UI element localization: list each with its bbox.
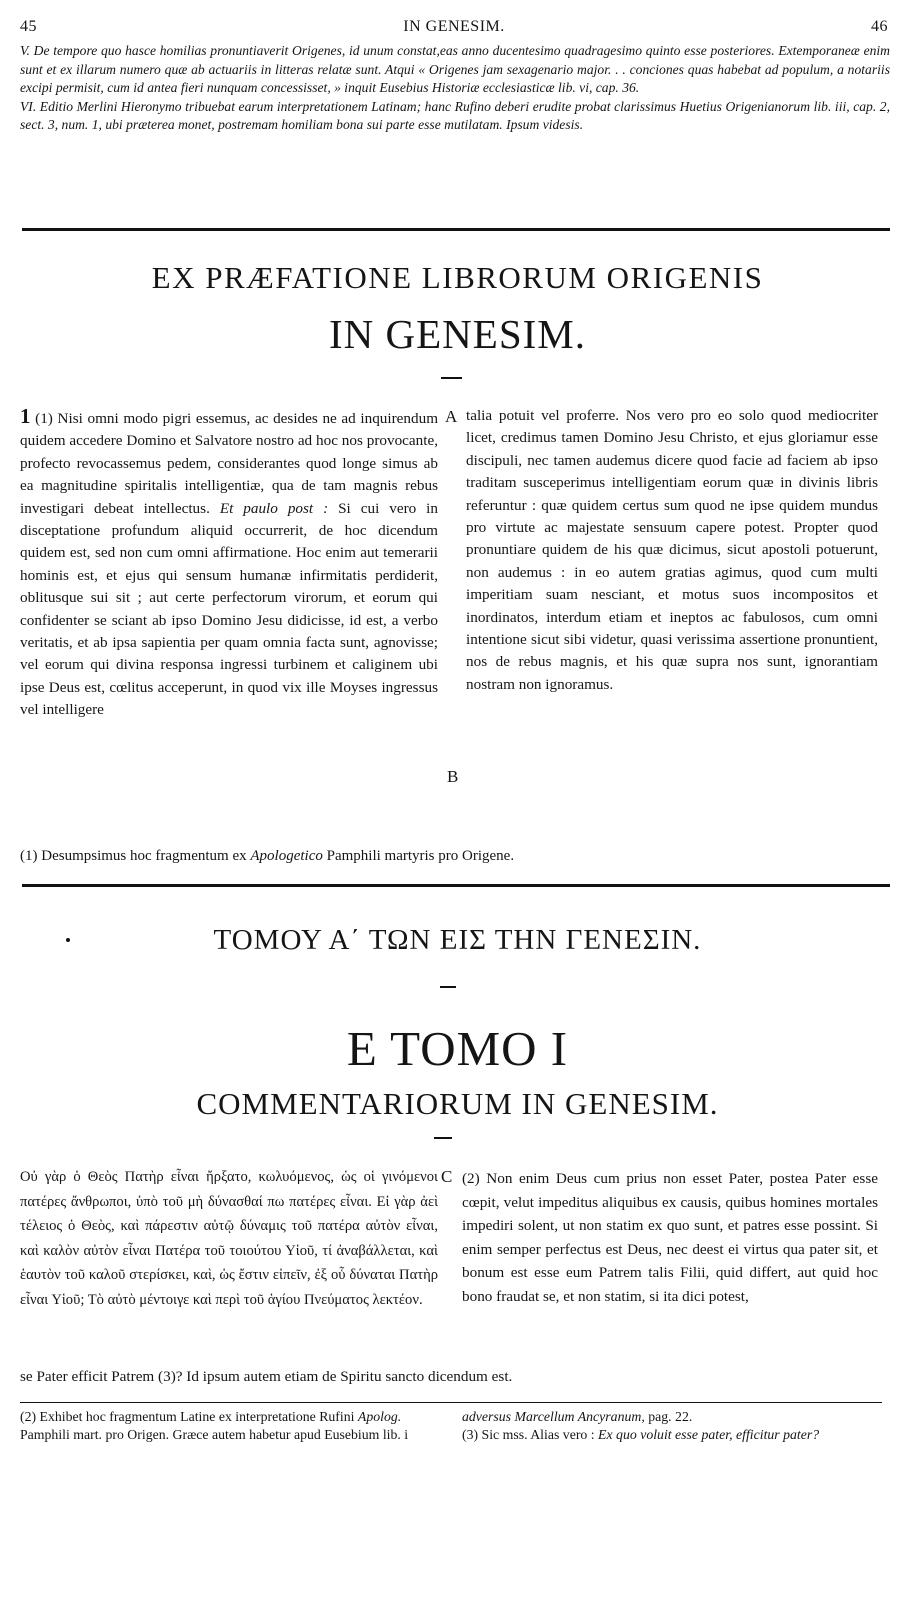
footnote-3: (3) Sic mss. Alias vero : Ex quo voluit esse pater, efficitur pater? [462,1427,820,1442]
note-v: V. De tempore quo hasce homilias pronuntiaverit Origenes, id unum constat,eas anno ducentesimo quadragesimo quinto esse posteriores. Extemporaneæ enim sunt et ex illarum numero quæ ab actuariis in litteras relatæ sunt. Atqui « Origenes jam sexagenario major. . . conciones quas habebat ad populum, a notariis excipi permisit, cum id antea fieri nunquam concessisset, » inquit Eusebius Historiæ ecclesiasticæ lib. vi, cap. 36. [20,43,890,96]
title-dash [440,986,456,988]
section-divider [22,228,890,231]
et-paulo-post: Et paulo post : [219,499,329,517]
page-number-left: 45 [20,18,37,35]
footnote-2-continued: adversus Marcellum Ancyranum, pag. 22. [462,1409,693,1424]
running-header [20,18,888,40]
margin-letter-b: B [447,767,459,786]
section-number: 1 [20,404,31,428]
section-divider [22,884,890,887]
preface-left-column [20,405,438,722]
greek-column [20,1165,438,1313]
margin-letter-a: A [445,407,458,426]
preface-text: (1) Nisi omni modo pigri essemus, ac desides ne ad inquirendum quidem accedere Domino et Salvatore nostro ad hoc nos provocante, profecto revocassemus pedem, considerantes quod longe simus ab ea magnitudine spiritalis intelligentiæ, qua de tam magnis rebus investigari debeat intellectus. [20,410,439,517]
greek-title: ΤΟΜΟΥ Α΄ ΤΩΝ ΕΙΣ ΤΗΝ ΓΕΝΕΣΙΝ. [213,924,702,956]
title-dash [434,1137,452,1139]
preface-right-column [466,405,878,696]
preceding-notes [20,42,890,135]
section-subtitle: IN GENESIM. [329,311,586,357]
latin-text: (2) Non enim Deus cum prius non esset Pater, postea Pater esse cœpit, velut impeditus aliquibus ex causis, quibus homines mortales impediri solent, ut non statim ex quo sunt, et patres esse possint. Si enim semper perfectus est Deus, nec deest ei virtus qua pater sit, et bonum est esse eum Patrem talis Filii, quid differt, aut quid hoc bono fraudat se, et non statim, si ita dici potest, [462,1170,878,1305]
footnote-1: (1) Desumpsimus hoc fragmentum ex Apologetico Pamphili martyris pro Origene. [20,848,515,864]
latin-subtitle: COMMENTARIORUM IN GENESIM. [196,1086,719,1121]
title-dash [441,377,462,379]
preface-right-text: talia potuit vel proferre. Nos vero pro eo solo quod mediocriter licet, credimus tamen Domino Jesu Christo, et ejus gloriamur esse discipuli, nec tamen audemus dicere quod facie ad faciem ab ipso traditam susceperimus intelligentiam eorum quæ in divinis libris referuntur : quæ quidem certus sum quod ne ipse quidem mundus pro virtute ac majestate sensuum capere potest. Propter quod pronuntiare quidem de his quæ dicimus, sicut apostoli potuerunt, non audemus : in eo autem gratias agimus, quod cum multi imperitiam suam nesciant, et motus suos incompositos et inordinatos, interdum etiam et ineptos ac fabulosos, cum omni intentione sicut sibi videtur, quasi verissima assertione pronuntient, nos de rebus magnis, et his quæ supra nos sunt, ignorantiam nostram non ignoramus. [466,407,878,693]
section-title: EX PRÆFATIONE LIBRORUM ORIGENIS [151,260,764,295]
footnote-2: (2) Exhibet hoc fragmentum Latine ex interpretatione Rufini Apolog. Pamphili mart. pro Origen. Græce autem habetur apud Eusebium lib. i [20,1409,409,1442]
latin-continuation: se Pater efficit Patrem (3)? Id ipsum autem etiam de Spiritu sancto dicendum est. [20,1368,513,1385]
greek-text: Οὐ γὰρ ὁ Θεὸς Πατὴρ εἶναι ἤρξατο, κωλυόμενος, ὡς οἱ γινόμενοι πατέρες ἄνθρωποι, ὑπὸ τοῦ μὴ δύνασθαί πω πατέρες εἶναι. Εἰ γὰρ ἀεὶ τέλειος ὁ Θεὸς, καὶ πάρεστιν αὐτῷ δύναμις τοῦ πατέρα αὐτὸν εἶναι, καὶ καλὸν αὐτὸν εἶναι Πατέρα τοῦ τοιούτου Υἱοῦ, τί ἀναβάλλεται, καὶ ἑαυτὸν τοῦ καλοῦ στερίσκει, καὶ, ὡς ἔστιν εἰπεῖν, ἐξ οὗ δύναται Πατὴρ εἶναι Υἱοῦ; Τὸ αὐτὸ μέντοιγε καὶ περὶ τοῦ ἁγίου Πνεύματος λεκτέον. [20,1169,438,1308]
preface-text-continued: Si cui vero in disceptatione profundum aliquid occurrerit, de hoc dicendum quidem est, sed non cum omni affirmatione. Hoc enim aut temerarii hominis est, et ejus qui sensum humanæ infirmitatis perdiderit, oblitusque sui sit ; aut certe perfectorum virorum, et eorum qui confidenter se sciant ab ipso Domino Jesu didicisse, id est, a verbo veritatis, et ab ipsa sapientia per quam omnia facta sunt, agnovisse; vel eorum qui divina responsa ingressi turbinem et caliginem ubi ipse Deus est, cœlitus acceperunt, in quod vix ille Moyses ingressus vel intelligere [20,499,438,719]
note-vi: VI. Editio Merlini Hieronymo tribuebat earum interpretationem Latinam; hanc Rufino deberi erudite probat clarissimus Huetius Origenianorum lib. iii, cap. 2, sect. 3, num. 1, ubi præterea monet, postremam homiliam bona sui parte esse mutilatam. Ipsum videsis. [20,98,890,133]
footnote-rule [20,1402,882,1403]
latin-title: E TOMO I [346,1021,569,1076]
preface-paragraph [20,405,438,722]
margin-letter-c: C [441,1167,453,1186]
page-number-right: 46 [871,18,888,35]
running-title: IN GENESIM. [403,18,505,35]
latin-column [462,1167,878,1309]
footnotes-right [462,1408,878,1444]
